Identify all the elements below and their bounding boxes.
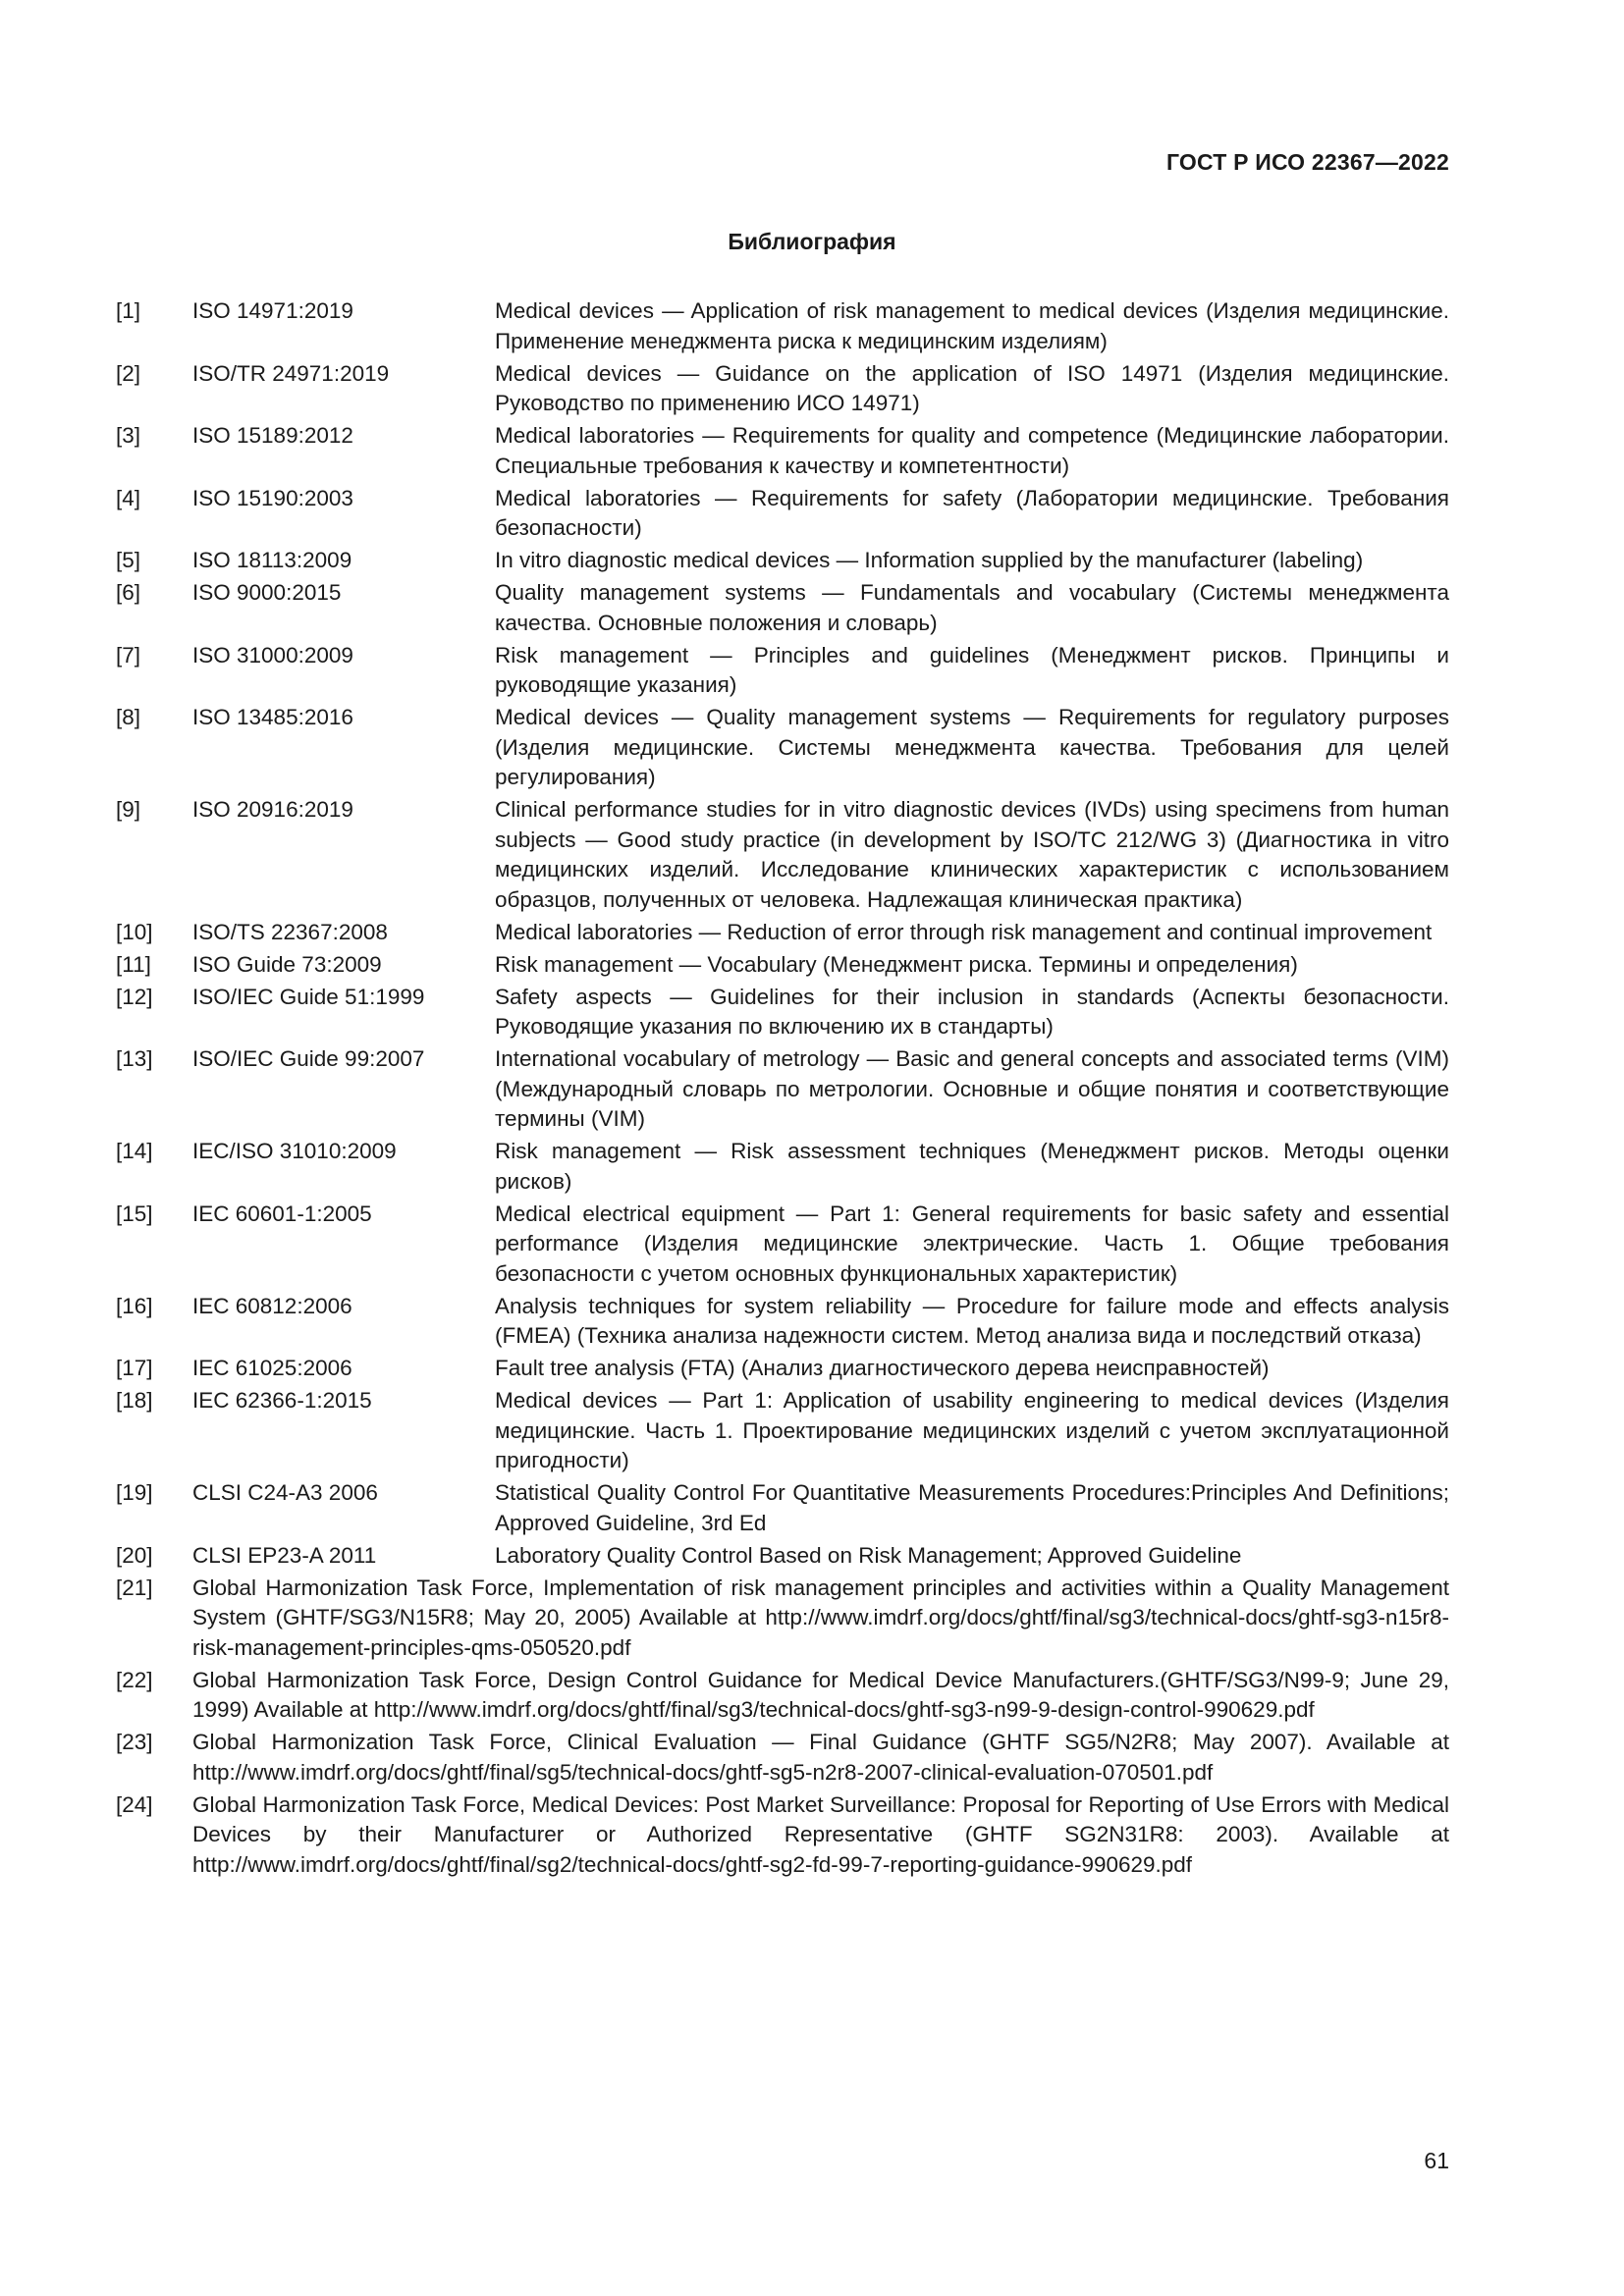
reference-code: ISO 18113:2009 [192,548,352,572]
reference-title: Medical devices — Part 1: Application of usability engineering to medical devices (Изделия медицинские. Часть 1. Проектирование медицинских изделий с учетом эксплуатационной пригодности) [495,1388,1449,1472]
reference-item [116,1137,1449,1197]
reference-number: [3] [116,423,141,448]
reference-number: [12] [116,984,153,1009]
reference-number: [9] [116,797,141,822]
reference-title: Global Harmonization Task Force, Clinical Evaluation — Final Guidance (GHTF SG5/N2R8; May 2007). Available at http://www.imdrf.org/docs/ghtf/final/sg5/technical-docs/ghtf-sg5-n2r8-2007-clinical-evaluation-070501.pdf [192,1730,1449,1785]
reference-title: Global Harmonization Task Force, Design Control Guidance for Medical Device Manufacturers.(GHTF/SG3/N99-9; June 29, 1999) Available at http://www.imdrf.org/docs/ghtf/final/sg3/technical-docs/ghtf-sg3-n99-9-design-control-990629.pdf [192,1667,1449,1722]
reference-title: Medical devices — Quality management systems — Requirements for regulatory purposes (Изделия медицинские. Системы менеджмента качества. Требования для целей регулирования) [495,705,1449,789]
reference-number: [20] [116,1542,153,1568]
reference-number: [1] [116,298,141,323]
reference-number: [19] [116,1480,153,1505]
reference-number: [22] [116,1667,153,1692]
reference-title: Global Harmonization Task Force, Medical Devices: Post Market Surveillance: Proposal for Reporting of Use Errors with Medical Devices by their Manufacturer or Authorized Representative (GHTF SG2N31R8: 2003). Available at http://www.imdrf.org/docs/ghtf/final/sg2/technical-docs/ghtf-sg2-fd-99-7-reporting-guidance-990629.pdf [192,1791,1449,1877]
reference-code: IEC 61025:2006 [192,1356,352,1380]
reference-title: Global Harmonization Task Force, Implementation of risk management principles and activities within a Quality Management System (GHTF/SG3/N15R8; May 20, 2005) Available at http://www.imdrf.org/docs/ghtf/final/sg3/technical-docs/ghtf-sg3-n15r8-risk-management-principles-qms-050520.pdf [192,1575,1449,1660]
reference-code: ISO Guide 73:2009 [192,951,382,977]
reference-item [116,484,1449,544]
reference-item [116,1354,1449,1384]
reference-item [116,421,1449,481]
reference-item [116,1574,1449,1664]
reference-item [116,1200,1449,1290]
reference-code: ISO 15190:2003 [192,485,353,510]
reference-code: ISO/TR 24971:2019 [192,360,390,386]
reference-code: IEC/ISO 31010:2009 [192,1139,397,1163]
reference-item [116,1478,1449,1538]
reference-code: CLSI C24-A3 2006 [192,1480,378,1505]
reference-title: Statistical Quality Control For Quantitative Measurements Procedures:Principles And Definitions; Approved Guideline, 3rd Ed [495,1480,1449,1535]
reference-item [116,1292,1449,1352]
reference-item [116,296,1449,356]
reference-title: International vocabulary of metrology — Basic and general concepts and associated terms (VIM) (Международный словарь по метрологии. Основные и общие понятия и соответствующие термины (VIM) [495,1046,1449,1131]
reference-title: Medical laboratories — Requirements for safety (Лаборатории медицинские. Требования безопасности) [495,485,1449,540]
reference-title: Laboratory Quality Control Based on Risk Management; Approved Guideline [495,1542,1242,1568]
reference-number: [7] [116,642,141,667]
reference-number: [5] [116,548,141,572]
reference-title: Clinical performance studies for in vitro diagnostic devices (IVDs) using specimens from human subjects — Good study practice (in development by ISO/TC 212/WG 3) (Диагностика in vitro медицинских изделий. Исследование клинических характеристик с использованием образцов, полученных от человека. Надлежащая клиническая практика) [495,797,1449,912]
reference-title: Fault tree analysis (FTA) (Анализ диагностического дерева неисправностей) [495,1356,1270,1380]
reference-code: CLSI EP23-A 2011 [192,1542,377,1568]
reference-number: [10] [116,919,153,944]
reference-number: [8] [116,705,141,729]
bibliography-title: Библиография [728,229,896,254]
reference-number: [6] [116,580,141,605]
reference-code: ISO 31000:2009 [192,642,353,667]
reference-code: IEC 62366-1:2015 [192,1388,372,1413]
reference-code: ISO 13485:2016 [192,705,353,729]
reference-number: [18] [116,1388,153,1413]
reference-number: [11] [116,951,151,977]
reference-item [116,578,1449,638]
reference-item [116,1386,1449,1476]
reference-code: IEC 60601-1:2005 [192,1201,372,1226]
reference-code: ISO/IEC Guide 99:2007 [192,1046,425,1071]
reference-item [116,546,1449,576]
reference-item [116,1790,1449,1881]
reference-item [116,641,1449,701]
reference-code: ISO/IEC Guide 51:1999 [192,984,425,1009]
reference-title: Medical devices — Guidance on the application of ISO 14971 (Изделия медицинские. Руководство по применению ИСО 14971) [495,360,1449,415]
reference-number: [13] [116,1046,153,1071]
reference-number: [23] [116,1730,153,1754]
reference-item [116,918,1449,948]
reference-title: Risk management — Principles and guidelines (Менеджмент рисков. Принципы и руководящие указания) [495,642,1449,697]
reference-title: Medical laboratories — Reduction of error through risk management and continual improvement [495,919,1433,944]
reference-number: [15] [116,1201,153,1226]
reference-number: [16] [116,1293,153,1318]
reference-title: Risk management — Risk assessment techniques (Менеджмент рисков. Методы оценки рисков) [495,1139,1449,1194]
reference-title: Safety aspects — Guidelines for their inclusion in standards (Аспекты безопасности. Руководящие указания по включению их в стандарты) [495,984,1449,1039]
reference-number: [14] [116,1139,153,1163]
reference-title: Medical electrical equipment — Part 1: General requirements for basic safety and essential performance (Изделия медицинские электрические. Часть 1. Общие требования безопасности с учетом основных функциональных характеристик) [495,1201,1449,1286]
reference-item [116,983,1449,1042]
reference-code: ISO 9000:2015 [192,580,342,605]
reference-number: [4] [116,485,141,510]
reference-number: [24] [116,1791,153,1817]
reference-item [116,359,1449,419]
reference-number: [17] [116,1356,153,1380]
reference-item [116,1044,1449,1135]
reference-title: Analysis techniques for system reliability — Procedure for failure mode and effects analysis (FMEA) (Техника анализа надежности систем. Метод анализа вида и последствий отказа) [495,1293,1449,1348]
standard-code-header: ГОСТ Р ИСО 22367—2022 [1165,149,1449,175]
reference-title: Quality management systems — Fundamentals and vocabulary (Системы менеджмента качества. Основные положения и словарь) [495,580,1449,635]
reference-code: ISO/TS 22367:2008 [192,919,388,944]
reference-code: IEC 60812:2006 [192,1293,352,1318]
reference-title: Risk management — Vocabulary (Менеджмент риска. Термины и определения) [495,951,1298,977]
reference-item [116,950,1449,981]
reference-number: [2] [116,360,141,386]
reference-code: ISO 14971:2019 [192,298,353,323]
page-number: 61 [1424,2148,1449,2173]
reference-list [116,296,1449,1883]
reference-code: ISO 15189:2012 [192,423,353,448]
reference-title: Medical devices — Application of risk management to medical devices (Изделия медицинские. Применение менеджмента риска к медицинским изделиям) [495,298,1449,353]
reference-item [116,1541,1449,1572]
reference-item [116,703,1449,793]
reference-item [116,1666,1449,1726]
reference-title: Medical laboratories — Requirements for quality and competence (Медицинские лаборатории. Специальные требования к качеству и компетентности) [495,423,1449,478]
reference-number: [21] [116,1575,153,1600]
reference-item [116,1728,1449,1788]
reference-code: ISO 20916:2019 [192,797,353,822]
reference-title: In vitro diagnostic medical devices — Information supplied by the manufacturer (labeling) [495,548,1364,572]
reference-item [116,795,1449,915]
